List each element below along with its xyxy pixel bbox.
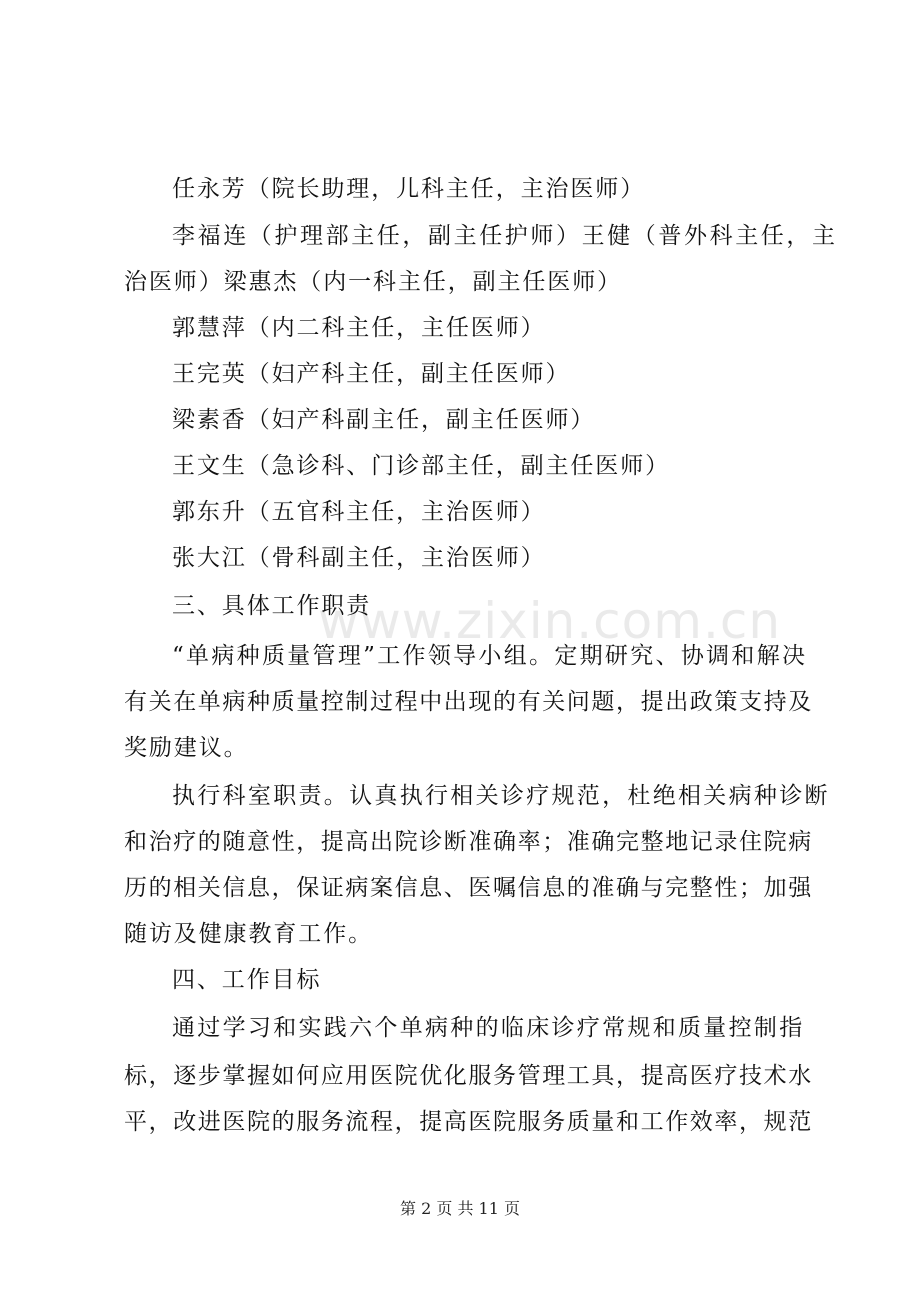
text-line: 平，改进医院的服务流程，提高医院服务质量和工作效率，规范 xyxy=(124,1109,813,1135)
text-line: 郭东升（五官科主任，主治医师） xyxy=(172,499,546,525)
text-line: 奖励建议。 xyxy=(124,735,249,761)
text-line: 王文生（急诊科、门诊部主任，副主任医师） xyxy=(172,453,670,479)
text-line: 任永芳（院长助理，儿科主任，主治医师） xyxy=(172,176,646,202)
text-line: 张大江（骨科副主任，主治医师） xyxy=(172,545,546,571)
text-line: 有关在单病种质量控制过程中出现的有关问题，提出政策支持及 xyxy=(124,689,813,715)
text-line: 标，逐步掌握如何应用医院优化服务管理工具，提高医疗技术水 xyxy=(124,1063,813,1089)
watermark: www.zixin.com.cn xyxy=(318,592,782,650)
text-line: 执行科室职责。认真执行相关诊疗规范，杜绝相关病种诊断 xyxy=(172,783,830,809)
text-line: 郭慧萍（内二科主任，主任医师） xyxy=(172,315,546,341)
section-heading: 四、工作目标 xyxy=(172,967,322,993)
text-line: 治医师）梁惠杰（内一科主任，副主任医师） xyxy=(124,269,622,295)
text-line: 随访及健康教育工作。 xyxy=(124,921,373,947)
text-line: 梁素香（妇产科副主任，副主任医师） xyxy=(172,407,596,433)
text-line: 和治疗的随意性，提高出院诊断准确率；准确完整地记录住院病 xyxy=(124,829,813,855)
text-line: 通过学习和实践六个单病种的临床诊疗常规和质量控制指 xyxy=(172,1015,805,1041)
page-footer: 第 2 页 共 11 页 xyxy=(400,1199,520,1218)
section-heading: 三、具体工作职责 xyxy=(172,593,372,619)
text-line: 历的相关信息，保证病案信息、医嘱信息的准确与完整性；加强 xyxy=(124,875,813,901)
text-line: 王完英（妇产科主任，副主任医师） xyxy=(172,361,571,387)
text-line: 李福连（护理部主任，副主任护师）王健（普外科主任，主 xyxy=(172,223,838,249)
text-line: “单病种质量管理”工作领导小组。定期研究、协调和解决 xyxy=(172,643,808,669)
